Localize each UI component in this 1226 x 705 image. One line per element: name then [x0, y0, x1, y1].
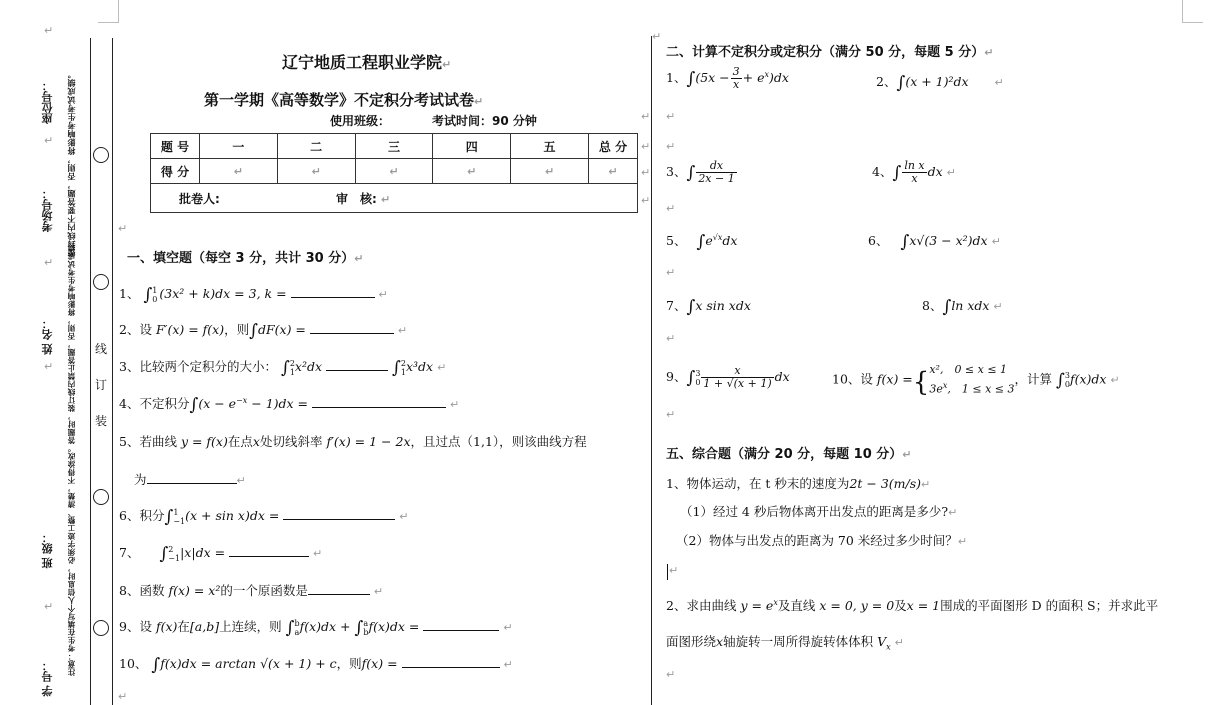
fill-question-5-continued: 为 ↵: [134, 472, 246, 487]
col-3: 三: [355, 134, 433, 159]
answer-blank[interactable]: [312, 395, 446, 408]
class-label: 班 级：: [41, 532, 54, 569]
score-table: [150, 133, 638, 213]
para-mark: ↵: [641, 194, 651, 207]
para-mark: ↵: [118, 690, 128, 703]
side-para-mark: ↵: [44, 24, 54, 37]
binding-char-ding: 订: [95, 378, 108, 392]
answer-blank[interactable]: [283, 507, 395, 520]
col-4: 四: [433, 134, 511, 159]
answer-blank[interactable]: [308, 582, 370, 595]
para-mark: ↵: [666, 408, 676, 421]
calc-question-4: 4、∫ $\frac{\text{ln x}}{x}$ dx ↵: [872, 159, 956, 185]
page-corner-top-left: [98, 0, 119, 23]
side-para-mark: ↵: [44, 134, 54, 147]
calc-question-6: 6、 ∫x√(3 − x²)dx ↵: [868, 232, 1001, 252]
side-para-mark: ↵: [44, 600, 54, 613]
synthesis-question-1-part-2: （2）物体与出发点的距离为 70 米经过多少时间？↵: [676, 533, 968, 548]
seat-number-label: 座位号：: [41, 80, 54, 124]
fill-question-8: 8、函数 f(x) = x²的一个原函数是 ↵: [119, 583, 384, 598]
para-mark: ↵: [641, 110, 651, 123]
col-5: 五: [511, 134, 589, 159]
column-divider: [651, 36, 652, 705]
fill-question-3: 3、比较两个定积分的大小： ∫2 1x²dx ∫2 1x³dx ↵: [119, 358, 447, 378]
para-mark: ↵: [641, 140, 651, 153]
fill-question-6: 6、积分∫1 −1(x + sin x)dx = ↵: [119, 507, 409, 527]
calc-question-7: 7、∫x sin xdx: [666, 297, 751, 317]
synthesis-question-2-continued: 面图形绕x轴旋转一周所得旋转体体积 $V_x$ ↵: [666, 634, 904, 652]
para-mark: ↵: [118, 222, 128, 235]
fill-question-4: 4、不定积分$\int(x - e^{-x} - 1)dx$ = ↵: [119, 395, 460, 415]
grader-label: 批卷人:: [179, 191, 220, 206]
para-mark: ↵: [666, 668, 676, 681]
calc-question-1: 1、∫(5x − $\frac{3}{x}$ + $e^x)dx$: [666, 65, 789, 91]
sign-cell: 批卷人: 审 核: ↵: [151, 184, 638, 213]
para-mark: ↵: [641, 166, 651, 179]
score-cell: ↵: [511, 159, 589, 184]
synthesis-question-1-part-1: （1）经过 4 秒后物体离开出发点的距离是多少?↵: [680, 504, 958, 519]
score-cell: ↵: [277, 159, 355, 184]
bottom-warning-note: 注意：考生在填写个人信息时，必须字迹工整、清楚，不得涂改。答题时，装订线内禁止答题，否则，将影响考生考试成绩。: [67, 236, 76, 676]
score-table-header-row: [151, 134, 638, 159]
section-5-title: 五、综合题（满分 20 分，每题 10 分）↵: [666, 447, 912, 462]
school-name: 辽宁地质工程职业学院↵: [282, 53, 452, 72]
synthesis-question-2: 2、求由曲线 $y = e^x$及直线 x = 0, y = 0及x = 1围成的平面图形 D 的面积 S；并求此平: [666, 597, 1159, 613]
score-header: 得 分: [151, 159, 200, 184]
top-warning-note: 密封线内不要答题，否则，将影响考生考试成绩。: [67, 70, 76, 257]
para-mark: ↵: [666, 110, 676, 123]
fill-question-1: 1、 ∫1 0 (3x² + k)dx = 3, k = ↵: [119, 285, 388, 305]
binding-hole: [93, 620, 109, 636]
answer-blank[interactable]: [402, 655, 500, 668]
side-para-mark: ↵: [44, 360, 54, 373]
score-cell: ↵: [433, 159, 511, 184]
col-2: 二: [277, 134, 355, 159]
answer-blank[interactable]: [310, 321, 394, 334]
answer-blank[interactable]: [423, 618, 499, 631]
score-cell: ↵: [355, 159, 433, 184]
answer-blank[interactable]: [326, 358, 388, 371]
page-corner-top-right: [1182, 0, 1203, 23]
binding-char-zhuang: 装: [95, 414, 108, 428]
para-mark: ↵: [666, 202, 676, 215]
side-para-mark: ↵: [44, 256, 54, 269]
score-table-sign-row: [151, 184, 638, 213]
question-number-header: 题 号: [151, 134, 200, 159]
para-mark: ↵: [666, 140, 676, 153]
section-2-title: 二、计算不定积分或定积分（满分 50 分，每题 5 分）↵: [666, 45, 994, 60]
binding-char-xian: 线: [95, 342, 108, 356]
reviewer-label: 审 核:: [336, 191, 377, 206]
binding-line-outer: [90, 38, 91, 705]
binding-hole: [93, 489, 109, 505]
calc-question-10: 10、设 f(x) ={x², 0 ≤ x ≤ 1 $3e^x$, 1 ≤ x ≤ 3，计算 ∫3 0f(x)dx ↵: [832, 363, 1120, 398]
fill-question-9: 9、设 f(x)在[a,b]上连续，则 ∫b af(x)dx + ∫a bf(x)dx = ↵: [119, 618, 513, 638]
fill-question-10: 10、 ∫f(x)dx = arctan √(x + 1) + c，则f(x) = ↵: [119, 655, 513, 675]
calc-question-3: 3、∫ $\frac{dx}{2x - 1}$: [666, 159, 735, 185]
total-header: 总 分: [589, 134, 638, 159]
answer-blank[interactable]: [291, 285, 375, 298]
fill-question-7: 7、 ∫2 −1|x|dx = ↵: [119, 544, 323, 564]
synthesis-question-1: 1、物体运动，在 t 秒末的速度为2t − 3(m/s)↵: [666, 476, 931, 491]
calc-question-9: 9、∫3 0 $\frac{x}{1 + √(x + 1)}$ dx: [666, 364, 790, 390]
binding-line-inner: [112, 38, 113, 705]
answer-blank[interactable]: [229, 544, 309, 557]
binding-hole: [93, 147, 109, 163]
fill-question-2: 2、设 F′(x) = f(x)，则∫dF(x) = ↵: [119, 321, 408, 341]
text-cursor: [667, 564, 668, 580]
para-mark: ↵: [666, 332, 676, 345]
answer-blank[interactable]: [147, 471, 237, 484]
name-label: 姓 名：: [41, 318, 54, 355]
calc-question-5: 5、 $\int e^{√x}dx$: [666, 232, 738, 252]
para-mark: ↵: [669, 564, 679, 577]
exam-title: 第一学期《高等数学》不定积分考试试卷↵: [204, 91, 484, 109]
student-id-label: 学 号：: [41, 660, 54, 697]
exam-room-label: 考场号：: [41, 188, 54, 232]
score-table-score-row: [151, 159, 638, 184]
calc-question-2: 2、∫(x + 1)²dx ↵: [876, 73, 1004, 93]
class-used-label: 使用班级：: [330, 114, 391, 128]
binding-hole: [93, 274, 109, 290]
col-1: 一: [200, 134, 278, 159]
para-mark: ↵: [652, 30, 662, 43]
calc-question-8: 8、∫ln xdx ↵: [922, 297, 1003, 317]
score-cell: ↵: [589, 159, 638, 184]
fill-question-5: 5、若曲线 y = f(x)在点x处切线斜率 f′(x) = 1 − 2x，且过点（1,1），则该曲线方程: [119, 434, 587, 449]
score-cell: ↵: [200, 159, 278, 184]
section-1-title: 一、填空题（每空 3 分，共计 30 分）↵: [127, 251, 364, 266]
para-mark: ↵: [666, 266, 676, 279]
exam-time-label: 考试时间：90 分钟: [432, 114, 537, 128]
